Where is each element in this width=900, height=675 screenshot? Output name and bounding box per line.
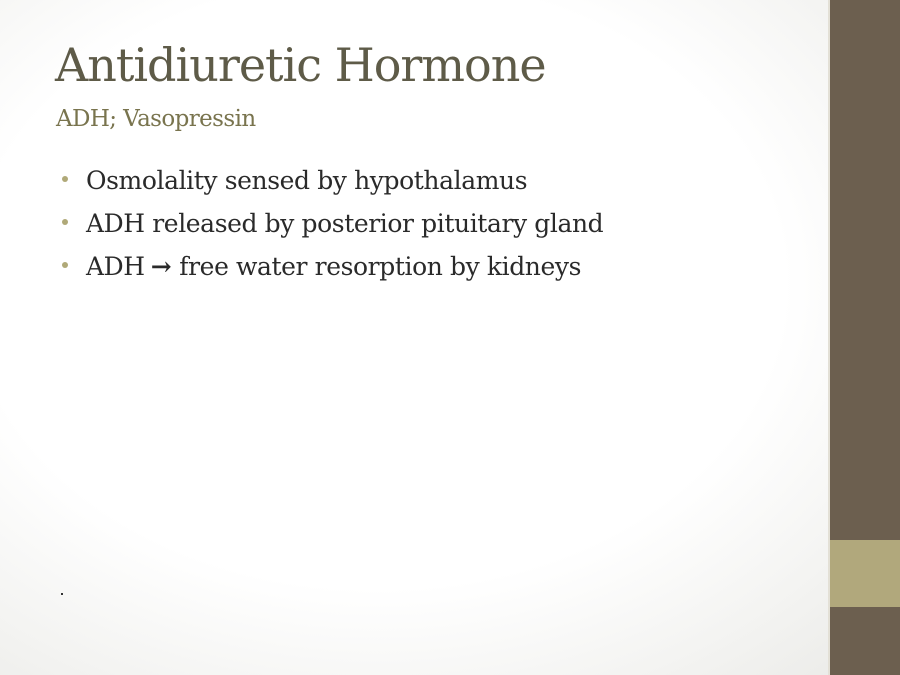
bullet-text: ADH released by posterior pituitary gland [86,209,604,238]
slide-subtitle: ADH; Vasopressin [56,106,256,132]
bullet-list [62,166,603,295]
bullet-item [62,209,603,252]
bullet-text-after-arrow: free water resorption by kidneys [179,252,582,281]
bullet-item [62,166,603,209]
bullet-dot-icon [62,176,68,182]
bullet-item [62,252,603,295]
bullet-dot-icon [62,262,68,268]
bullet-text: Osmolality sensed by hypothalamus [86,166,528,195]
bullet-dot-icon [62,219,68,225]
bullet-text-before-arrow: ADH [86,252,145,281]
right-arrow-icon: → [150,252,172,281]
stray-dot [61,593,63,595]
slide-title: Antidiuretic Hormone [55,38,546,92]
sidebar-accent-block [830,540,900,607]
